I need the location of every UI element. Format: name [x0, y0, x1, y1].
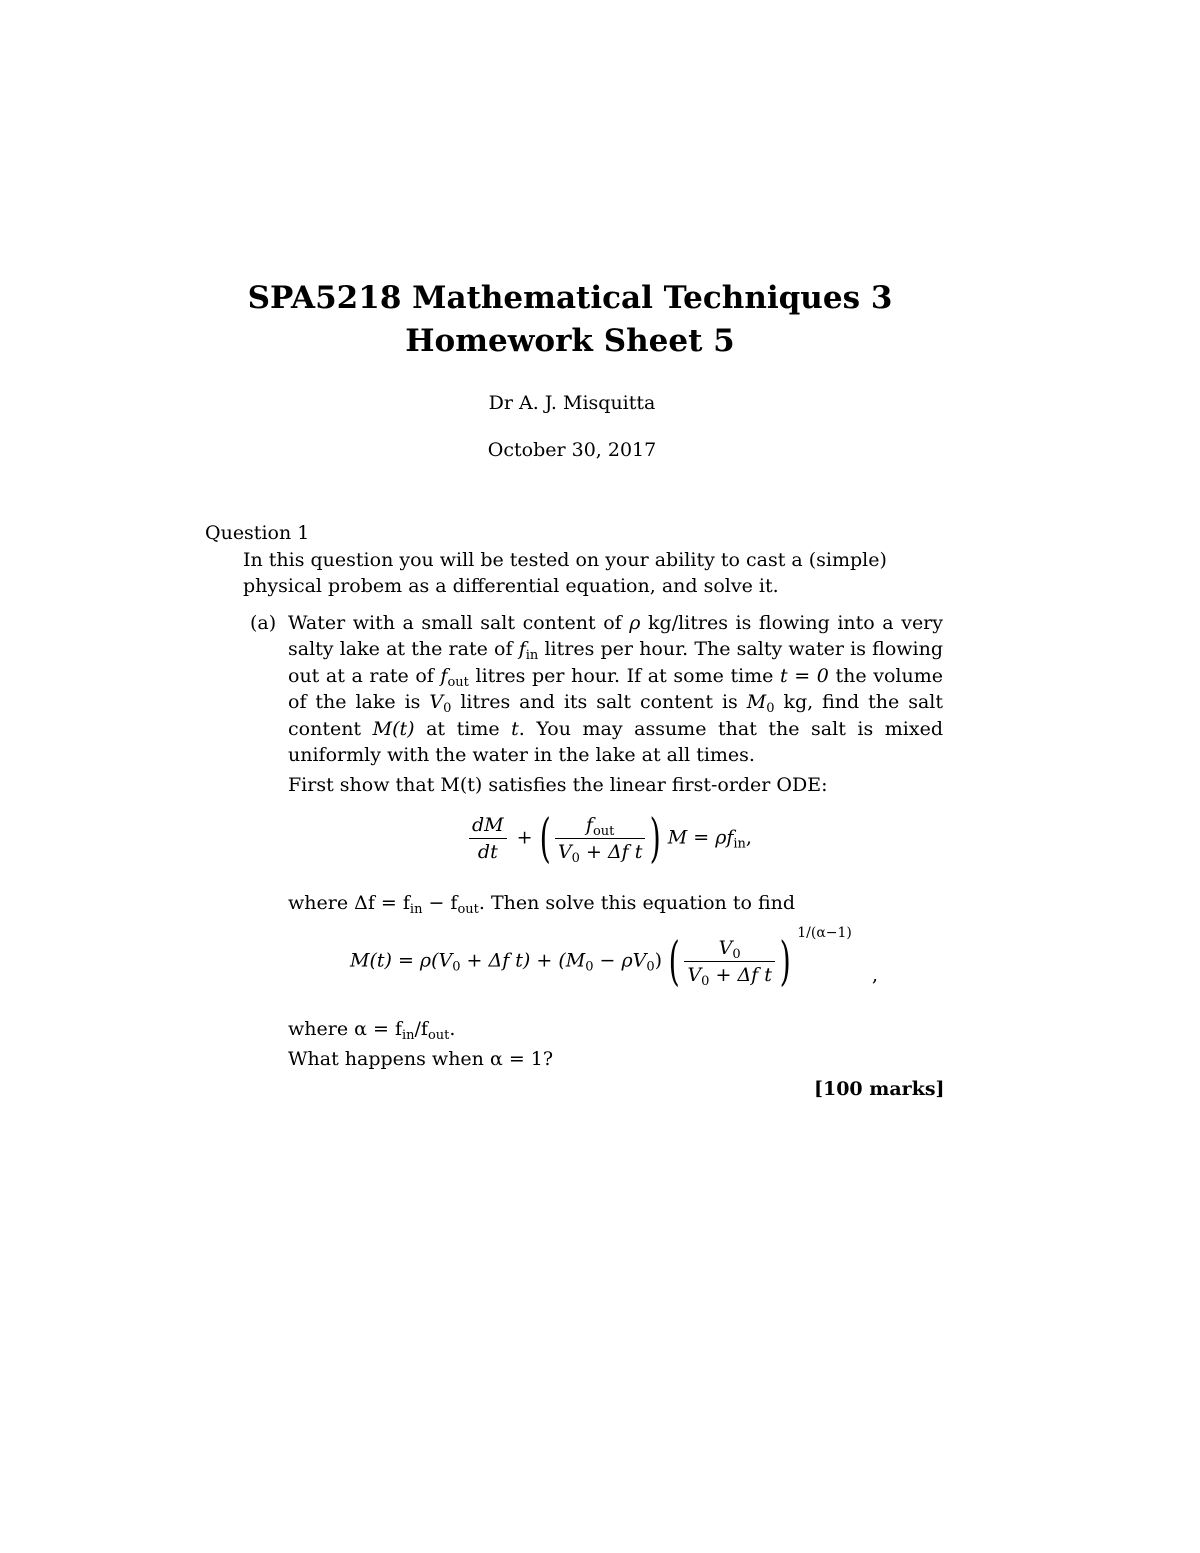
solution-equation: $M(t) = \rho(V_0 + \Delta f$ $t) + (M_0 - \rho V_0)$ ( $\frac{V_0}{V_0 + \Delta f t}$ ) $^{1/(\alpha-1)}$ — [350, 924, 852, 992]
where-alpha: where $\alpha = f_{in}/f_{out}$. — [288, 1018, 456, 1043]
date: October 30, 2017 — [487, 439, 657, 461]
page-title: SPA5218 Mathematical Techniques 3 — [247, 280, 893, 316]
exponent: 1/(α−1) — [797, 924, 852, 941]
marks-label: [100 marks] — [814, 1078, 945, 1100]
question-intro: In this question you will be tested on your ability to cast a (simple) physical probem as a differential equation, and solve it. — [243, 549, 887, 598]
ode-equation: $\frac{dM}{dt}$ + ( $\frac{f_{out}}{V_0 + \Delta f t}$ ) $M = \rho f_{in}$, — [465, 812, 752, 865]
author: Dr A. J. Misquitta — [488, 392, 656, 414]
volume-ratio-fraction: $\frac{V_0}{V_0 + \Delta f t}$ — [684, 935, 774, 988]
page-subtitle: Homework Sheet 5 — [405, 323, 735, 359]
what-happens-text: What happens when α = 1? — [288, 1048, 554, 1070]
part-label: (a) — [250, 612, 277, 634]
where-delta-f: where $\Delta f = f_{in} - f_{out}$. Then solve this equation to find — [288, 892, 796, 917]
equation-comma: , — [872, 964, 879, 986]
first-show-text: First show that M(t) satisfies the linear first-order ODE: — [288, 774, 828, 796]
flow-fraction: $\frac{f_{out}}{V_0 + \Delta f t}$ — [555, 812, 645, 865]
question-label: Question 1 — [205, 522, 310, 544]
dm-dt-fraction: $\frac{dM}{dt}$ — [469, 812, 507, 865]
part-a-text: Water with a small salt content of ρ kg/litres is flowing into a very salty lake at the rate of $f_{in}$ litres per hour. The salty water is flowing out at a rate of $f_{out}$ litres per hour. If at some time t = 0 the volume of the lake is $V_0$ litres and its salt content is $M_0$ kg, find the salt content M(t) at time t. You may assume that the salt is mixed uniformly with the water in the lake at all times. — [288, 612, 944, 767]
